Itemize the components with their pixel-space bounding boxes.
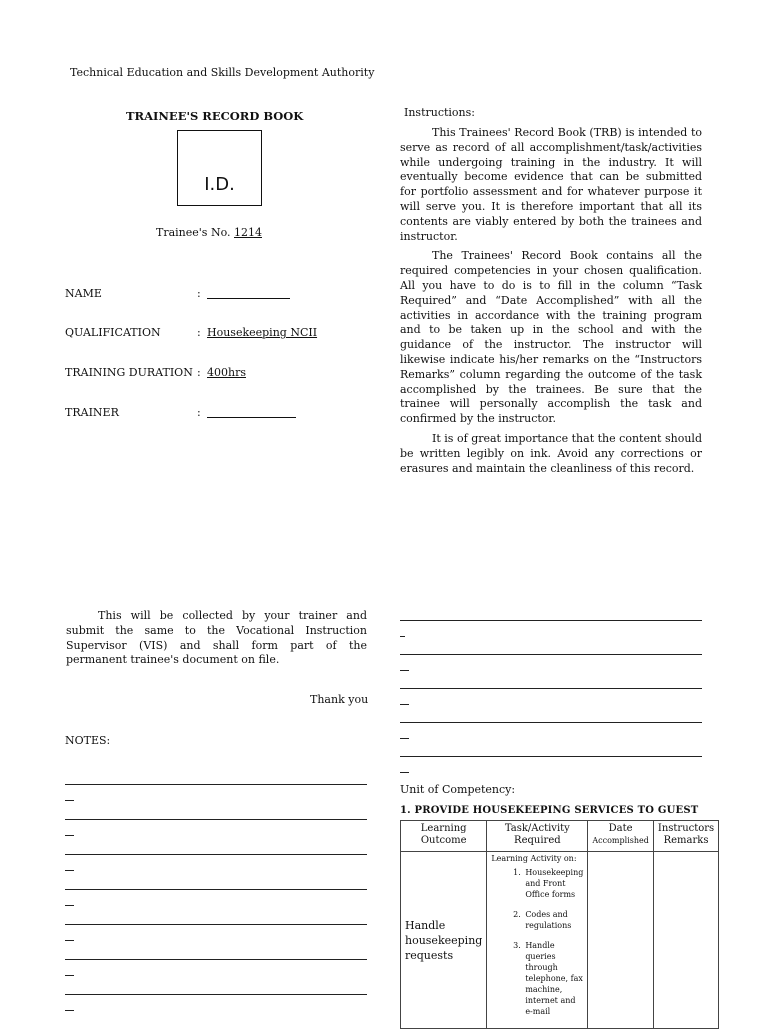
thank-you-text: Thank you xyxy=(310,693,369,706)
task-activity-cell xyxy=(487,852,588,1029)
field-qualification-label: QUALIFICATION xyxy=(65,326,161,339)
trainee-number-value: 1214 xyxy=(234,226,262,239)
id-box-label: I.D. xyxy=(204,174,235,195)
trainer-field[interactable] xyxy=(207,407,296,418)
note-line[interactable] xyxy=(65,914,367,949)
field-name-label: NAME xyxy=(65,287,102,300)
field-duration-label: TRAINING DURATION xyxy=(65,366,193,379)
trainee-number xyxy=(156,226,262,239)
table-row xyxy=(401,852,719,1029)
list-item: 3. Handle queries through telephone, fax machine, internet and e-mail xyxy=(523,940,583,1017)
list-item: 2. Codes and regulations xyxy=(523,909,583,931)
notes-lines[interactable] xyxy=(65,774,367,1019)
header-learning-outcome: Learning Outcome xyxy=(401,821,487,852)
note-line[interactable] xyxy=(65,879,367,914)
field-name-colon: : xyxy=(197,287,201,300)
field-qualification-colon: : xyxy=(197,326,201,339)
activity-list xyxy=(491,867,583,1017)
ruled-line[interactable] xyxy=(400,678,702,712)
right-ruled-lines[interactable] xyxy=(400,610,702,780)
notes-label: NOTES: xyxy=(65,734,111,747)
header-task-activity: Task/Activity Required xyxy=(487,821,588,852)
collection-paragraph: This will be collected by your trainer and submit the same to the Vocational Instruction Supervisor (VIS) and shall form part of the permanent trainee's document on file. xyxy=(66,609,367,667)
authority-header: Technical Education and Skills Development Authority xyxy=(70,66,375,79)
ruled-line[interactable] xyxy=(400,746,702,780)
header-date-accomplished: Date Accomplished xyxy=(588,821,654,852)
instructions-label: Instructions: xyxy=(404,106,475,119)
instructions-paragraph: The Trainees' Record Book contains all the required competencies in your chosen qualification. All you have to do is to fill in the column “Task Required” and “Date Accomplished” with all the activities in accordance with the training program and to be taken up in the school and with the guidance of the instructor. The instructor will likewise indicate his/her remarks on the “Instructors Remarks” column regarding the outcome of the task accomplished by the trainees. Be sure that the trainee will personally accomplish the task and confirmed by the instructor. xyxy=(400,249,702,426)
note-line[interactable] xyxy=(65,984,367,1019)
record-book-title: TRAINEE'S RECORD BOOK xyxy=(126,109,304,123)
list-item: 1. Housekeeping and Front Office forms xyxy=(523,867,583,900)
duration-value: 400hrs xyxy=(207,366,246,379)
qualification-value: Housekeeping NCII xyxy=(207,326,318,339)
note-line[interactable] xyxy=(65,774,367,809)
date-accomplished-cell[interactable] xyxy=(588,852,654,1029)
field-trainer-label: TRAINER xyxy=(65,406,119,419)
note-line[interactable] xyxy=(65,949,367,984)
ruled-line[interactable] xyxy=(400,712,702,746)
ruled-line[interactable] xyxy=(400,610,702,644)
name-field[interactable] xyxy=(207,288,290,299)
instructions-paragraph: This Trainees' Record Book (TRB) is intended to serve as record of all accomplishment/task/activities while undergoing training in the industry. It will eventually become evidence that can be submitted for portfolio assessment and for whatever purpose it will serve you. It is therefore important that all its contents are viably entered by both the trainees and instructor. xyxy=(400,126,702,243)
header-instructors-remarks: Instructors Remarks xyxy=(653,821,718,852)
instructors-remarks-cell[interactable] xyxy=(653,852,718,1029)
activity-heading: Learning Activity on: xyxy=(491,854,577,863)
unit-title: 1. PROVIDE HOUSEKEEPING SERVICES TO GUEST xyxy=(400,805,699,816)
note-line[interactable] xyxy=(65,844,367,879)
note-line[interactable] xyxy=(65,809,367,844)
ruled-line[interactable] xyxy=(400,644,702,678)
field-duration-colon: : xyxy=(197,366,201,379)
instructions-body xyxy=(400,126,702,476)
learning-outcome-cell: Handle housekeeping requests xyxy=(401,852,487,1029)
competency-table xyxy=(400,820,719,1029)
trainee-number-label: Trainee's No. xyxy=(156,226,231,239)
unit-label: Unit of Competency: xyxy=(400,783,516,796)
id-photo-box xyxy=(177,130,262,206)
field-trainer-colon: : xyxy=(197,406,201,419)
instructions-paragraph: It is of great importance that the content should be written legibly on ink. Avoid any corrections or erasures and maintain the cleanliness of this record. xyxy=(400,431,702,475)
